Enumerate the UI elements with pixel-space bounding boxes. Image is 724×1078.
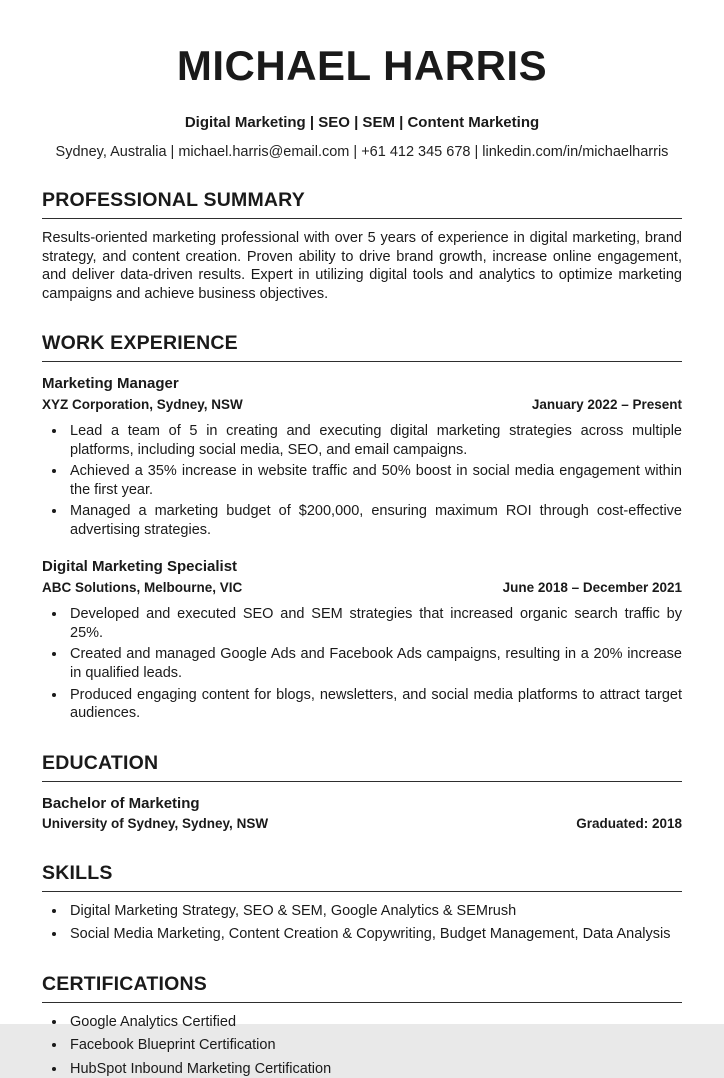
section-skills [42, 862, 682, 944]
job-bullet: • Achieved a 35% increase in website traffic and 50% boost in social media engagement within the first year. [67, 462, 682, 499]
candidate-tagline: Digital Marketing | SEO | SEM | Content Marketing [184, 114, 540, 131]
certification-item: • HubSpot Inbound Marketing Certification [67, 1060, 682, 1078]
job-entry [42, 375, 682, 539]
job-dates: January 2022 – Present [531, 396, 682, 412]
job-company: XYZ Corporation, Sydney, NSW [42, 396, 243, 412]
section-certifications [42, 973, 682, 1078]
job-meta-row [42, 580, 682, 596]
education-entry [42, 795, 682, 833]
job-bullet: • Created and managed Google Ads and Facebook Ads campaigns, resulting in a 20% increase in qualified leads. [67, 645, 682, 682]
skill-item: • Digital Marketing Strategy, SEO & SEM, Google Analytics & SEMrush [67, 902, 682, 921]
job-dates: June 2018 – December 2021 [502, 580, 682, 596]
contact-info-line: Sydney, Australia | michael.harris@email.com | +61 412 345 678 | linkedin.com/in/michaelharris [55, 144, 669, 160]
job-entry [42, 558, 682, 722]
graduation-date: Graduated: 2018 [576, 816, 682, 832]
section-professional-summary [42, 189, 682, 303]
professional-summary-heading: PROFESSIONAL SUMMARY [42, 189, 682, 219]
job-bullet: • Managed a marketing budget of $200,000, ensuring maximum ROI through cost-effective advertising strategies. [67, 502, 682, 539]
certifications-heading: CERTIFICATIONS [42, 973, 682, 1003]
resume-header [42, 42, 682, 160]
school-name: University of Sydney, Sydney, NSW [42, 816, 269, 832]
section-education [42, 752, 682, 833]
job-meta-row [42, 397, 682, 413]
certifications-list [42, 1013, 682, 1078]
job-bullet: • Developed and executed SEO and SEM strategies that increased organic search traffic by 25%. [67, 605, 682, 642]
job-bullet-list [42, 605, 682, 722]
candidate-name: MICHAEL HARRIS [176, 42, 548, 89]
job-company: ABC Solutions, Melbourne, VIC [42, 580, 243, 596]
degree-title: Bachelor of Marketing [42, 794, 200, 812]
section-work-experience [42, 332, 682, 722]
work-experience-heading: WORK EXPERIENCE [42, 332, 682, 362]
professional-summary-text: Results-oriented marketing professional with over 5 years of experience in digital marketing, brand strategy, and content creation. Proven ability to drive brand growth, increase online engagement, and deliver data-driven results. Expert in utilizing digital tools and analytics to optimize marketing campaigns and achieve business objectives. [42, 230, 682, 302]
skills-heading: SKILLS [42, 862, 682, 892]
job-bullet: • Produced engaging content for blogs, newsletters, and social media platforms to attract target audiences. [67, 686, 682, 723]
job-bullet-list [42, 422, 682, 539]
job-title: Marketing Manager [42, 375, 179, 393]
education-heading: EDUCATION [42, 752, 682, 782]
skill-item: • Social Media Marketing, Content Creation & Copywriting, Budget Management, Data Analysis [67, 925, 682, 944]
job-title: Digital Marketing Specialist [42, 558, 238, 576]
skills-list [42, 902, 682, 944]
certification-item: • Google Analytics Certified [67, 1013, 682, 1032]
education-meta-row [42, 816, 682, 832]
job-bullet: • Lead a team of 5 in creating and executing digital marketing strategies across multiple platforms, including social media, SEO, and email campaigns. [67, 422, 682, 459]
certification-item: • Facebook Blueprint Certification [67, 1036, 682, 1055]
